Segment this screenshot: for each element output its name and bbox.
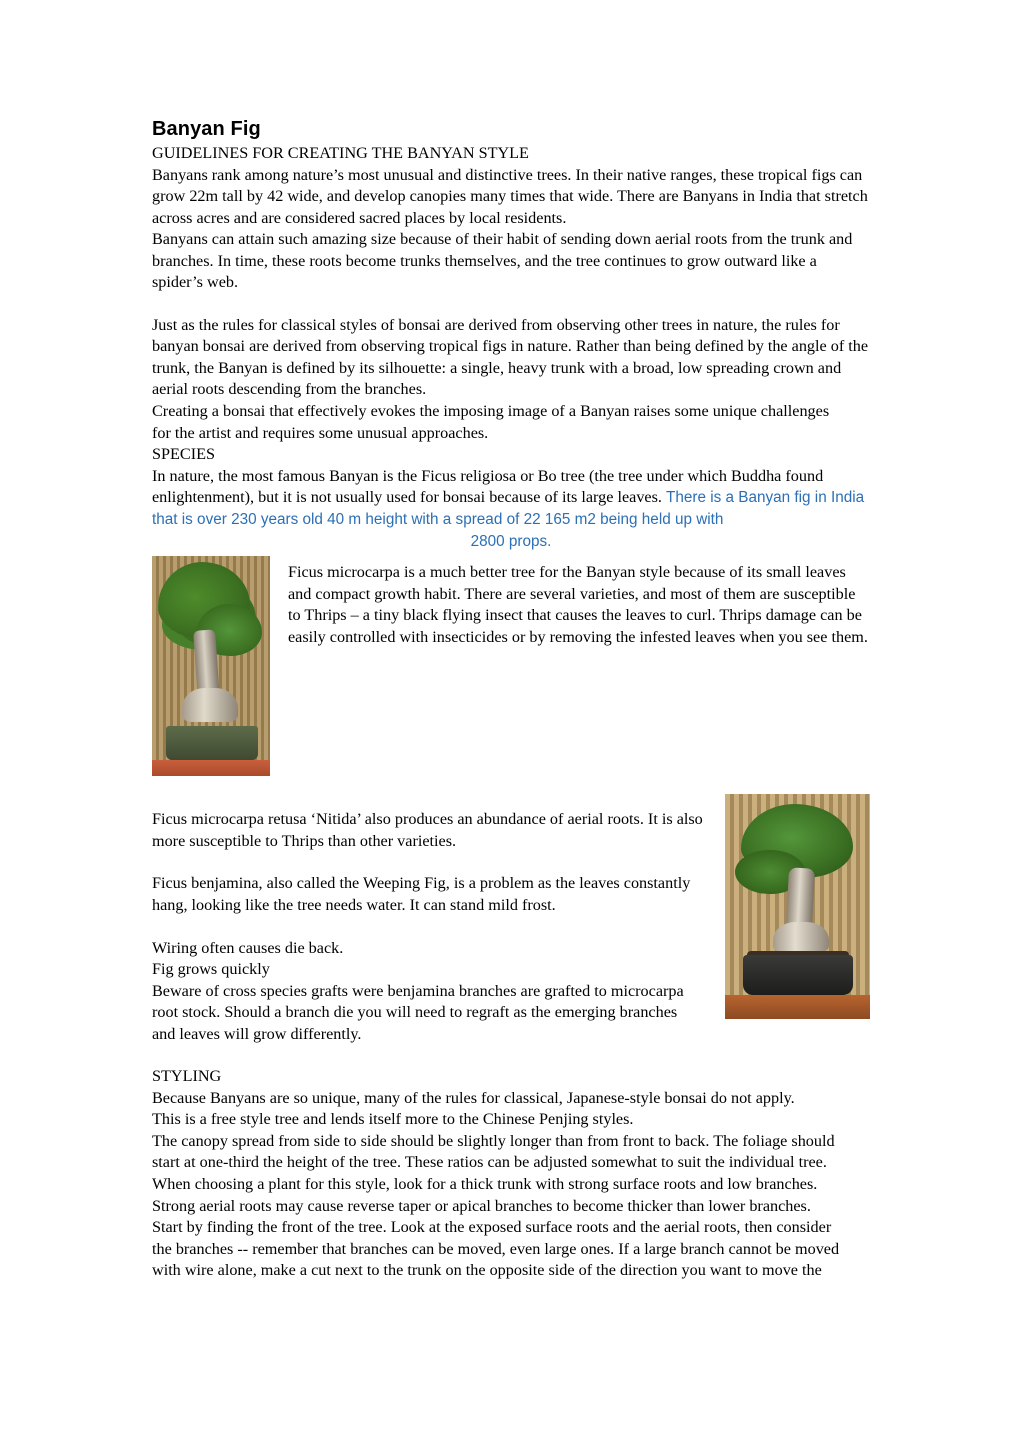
pot-shape-icon bbox=[166, 726, 258, 760]
paragraph-2: Banyans can attain such amazing size because of their habit of sending down aerial roots from the trunk and branches. In time, these roots become trunks themselves, and the tree continues to grow outward like a bbox=[152, 230, 853, 270]
paragraph-5: Creating a bonsai that effectively evokes the imposing image of a Banyan raises some unique challenges bbox=[152, 402, 830, 421]
bonsai-photo-left bbox=[152, 556, 270, 776]
paragraph-3: spider’s web. bbox=[152, 273, 239, 292]
paragraph-8-block bbox=[262, 552, 870, 648]
spacer bbox=[152, 294, 870, 315]
paragraph-6: for the artist and requires some unusual approaches. bbox=[152, 423, 489, 442]
roots-shape-icon bbox=[182, 688, 238, 722]
paragraph-17: start at one-third the height of the tree. These ratios can be adjusted somewhat to suit the individual tree. bbox=[152, 1153, 827, 1172]
table-surface-icon bbox=[152, 760, 270, 776]
spacer bbox=[152, 1045, 870, 1066]
paragraph-7-highlight-tail: 2800 props. bbox=[470, 532, 552, 550]
paragraph-7-text: In nature, the most famous Banyan is the Ficus religiosa or Bo tree (the tree under which Buddha found enlightenment), but it is not usually used for bonsai because of its large leaves. bbox=[152, 466, 824, 507]
page-title: Banyan Fig bbox=[152, 118, 261, 140]
paragraph-21: the branches -- remember that branches can be moved, even large ones. If a large branch cannot be moved bbox=[152, 1239, 840, 1258]
table-surface-icon bbox=[725, 995, 870, 1019]
paragraph-18: When choosing a plant for this style, look for a thick trunk with strong surface roots and low branches. bbox=[152, 1175, 818, 1194]
paragraph-11: Wiring often causes die back. bbox=[152, 938, 344, 957]
paragraph-16: The canopy spread from side to side should be slightly longer than from front to back. The foliage should bbox=[152, 1131, 835, 1150]
paragraph-19: Strong aerial roots may cause reverse taper or apical branches to become thicker than lower branches. bbox=[152, 1196, 811, 1215]
paragraph-15: This is a free style tree and lends itself more to the Chinese Penjing styles. bbox=[152, 1110, 634, 1129]
bonsai-photo-right bbox=[725, 794, 870, 1019]
spacer bbox=[262, 552, 870, 562]
paragraph-7 bbox=[152, 466, 870, 531]
guidelines-heading: GUIDELINES FOR CREATING THE BANYAN STYLE bbox=[152, 144, 529, 162]
species-heading: SPECIES bbox=[152, 445, 215, 464]
roots-shape-icon bbox=[773, 922, 829, 952]
paragraph-4: Just as the rules for classical styles of bonsai are derived from observing other trees in nature, the rules for banyan bonsai are derived from observing tropical figs in nature. Rather than being defined by the angle of the trunk, the Banyan is defined by its silhouette: a single, heavy trunk with a broad, low spreading crown and aerial roots descending from the branches. bbox=[152, 315, 869, 399]
pot-shape-icon bbox=[743, 955, 853, 995]
paragraph-10: Ficus benjamina, also called the Weeping Fig, is a problem as the leaves constantly hang, looking like the tree needs water. It can stand mild frost. bbox=[152, 874, 691, 914]
paragraph-20: Start by finding the front of the tree. Look at the exposed surface roots and the aerial roots, then consider bbox=[152, 1218, 832, 1237]
paragraph-1: Banyans rank among nature’s most unusual and distinctive trees. In their native ranges, these tropical figs can grow 22m tall by 42 wide, and develop canopies many times that wide. There are Banyans in India that stretch across acres and are considered sacred places by local residents. bbox=[152, 165, 868, 227]
paragraph-7-highlight-tail-line bbox=[152, 531, 870, 553]
paragraph-12: Fig grows quickly bbox=[152, 960, 270, 979]
paragraph-8: Ficus microcarpa is a much better tree for the Banyan style because of its small leaves and compact growth habit. There are several varieties, and most of them are susceptible to Thrips – a tiny black flying insect that causes the leaves to curl. Thrips damage can be easily controlled with insecticides or by removing the infested leaves when you see them. bbox=[288, 563, 868, 646]
paragraph-22: with wire alone, make a cut next to the trunk on the opposite side of the direction you want to move the bbox=[152, 1261, 822, 1280]
paragraph-13: Beware of cross species grafts were benjamina branches are grafted to microcarpa root stock. Should a branch die you will need to regraft as the emerging branches and leaves will grow differently. bbox=[152, 981, 684, 1043]
paragraph-7-highlight: There is a Banyan fig in India that is over 230 years old 40 m height with a spread of 22 165 m2 being held up with bbox=[152, 489, 865, 528]
styling-heading: STYLING bbox=[152, 1067, 222, 1086]
paragraph-9: Ficus microcarpa retusa ‘Nitida’ also produces an abundance of aerial roots. It is also more susceptible to Thrips than other varieties. bbox=[152, 810, 703, 850]
paragraph-14: Because Banyans are so unique, many of the rules for classical, Japanese-style bonsai do not apply. bbox=[152, 1088, 795, 1107]
